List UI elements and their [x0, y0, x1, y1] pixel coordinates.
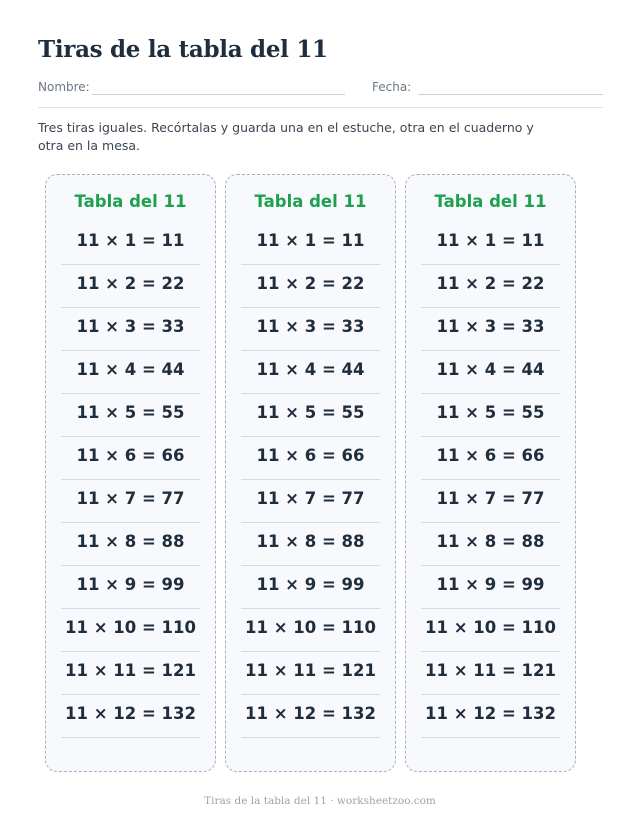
header-divider [38, 107, 603, 108]
strip-title: Tabla del 11 [254, 192, 367, 211]
multiplication-fact: 11 × 9 = 99 [256, 575, 365, 594]
multiplication-fact: 11 × 11 = 121 [245, 661, 376, 680]
multiplication-fact: 11 × 10 = 110 [425, 618, 556, 637]
table-row [61, 222, 200, 265]
table-row [421, 609, 560, 652]
table-row [421, 652, 560, 695]
table-strip [405, 174, 576, 772]
multiplication-fact: 11 × 5 = 55 [256, 403, 365, 422]
name-field[interactable] [92, 94, 345, 95]
multiplication-fact: 11 × 4 = 44 [256, 360, 365, 379]
multiplication-fact: 11 × 7 = 77 [256, 489, 365, 508]
multiplication-fact: 11 × 11 = 121 [65, 661, 196, 680]
table-row [241, 609, 380, 652]
table-row [241, 523, 380, 566]
date-label: Fecha: [372, 80, 412, 94]
multiplication-fact: 11 × 11 = 121 [425, 661, 556, 680]
table-row [421, 566, 560, 609]
table-row [61, 695, 200, 738]
table-row [61, 609, 200, 652]
table-row [61, 566, 200, 609]
multiplication-fact: 11 × 12 = 132 [425, 704, 556, 723]
date-field[interactable] [418, 94, 603, 95]
multiplication-fact: 11 × 5 = 55 [76, 403, 185, 422]
multiplication-fact: 11 × 3 = 33 [436, 317, 545, 336]
table-row [421, 523, 560, 566]
table-row [421, 695, 560, 738]
table-row [241, 222, 380, 265]
multiplication-fact: 11 × 1 = 11 [436, 231, 545, 250]
multiplication-fact: 11 × 9 = 99 [76, 575, 185, 594]
table-row [61, 480, 200, 523]
page-title: Tiras de la tabla del 11 [38, 36, 328, 63]
table-row [61, 437, 200, 480]
multiplication-fact: 11 × 4 = 44 [436, 360, 545, 379]
table-row [241, 695, 380, 738]
multiplication-fact: 11 × 4 = 44 [76, 360, 185, 379]
table-row [61, 652, 200, 695]
multiplication-fact: 11 × 8 = 88 [436, 532, 545, 551]
name-label: Nombre: [38, 80, 90, 94]
table-row [241, 351, 380, 394]
multiplication-fact: 11 × 1 = 11 [256, 231, 365, 250]
table-row [421, 265, 560, 308]
table-row [61, 394, 200, 437]
multiplication-fact: 11 × 3 = 33 [76, 317, 185, 336]
instructions-text: Tres tiras iguales. Recórtalas y guarda una en el estuche, otra en el cuaderno y otra en la mesa. [38, 120, 534, 153]
table-row [61, 523, 200, 566]
multiplication-fact: 11 × 7 = 77 [76, 489, 185, 508]
multiplication-fact: 11 × 2 = 22 [436, 274, 545, 293]
multiplication-fact: 11 × 8 = 88 [256, 532, 365, 551]
multiplication-fact: 11 × 8 = 88 [76, 532, 185, 551]
table-row [61, 351, 200, 394]
table-row [241, 394, 380, 437]
table-row [241, 480, 380, 523]
table-row [241, 308, 380, 351]
table-row [241, 437, 380, 480]
multiplication-fact: 11 × 12 = 132 [65, 704, 196, 723]
strip-title: Tabla del 11 [74, 192, 187, 211]
table-row [421, 222, 560, 265]
table-row [421, 308, 560, 351]
multiplication-fact: 11 × 9 = 99 [436, 575, 545, 594]
table-row [61, 265, 200, 308]
multiplication-fact: 11 × 6 = 66 [76, 446, 185, 465]
multiplication-fact: 11 × 7 = 77 [436, 489, 545, 508]
page-footer: Tiras de la tabla del 11 · worksheetzoo.com [204, 795, 436, 807]
multiplication-fact: 11 × 3 = 33 [256, 317, 365, 336]
table-strip [225, 174, 396, 772]
multiplication-fact: 11 × 6 = 66 [436, 446, 545, 465]
multiplication-fact: 11 × 2 = 22 [76, 274, 185, 293]
multiplication-fact: 11 × 10 = 110 [65, 618, 196, 637]
multiplication-fact: 11 × 6 = 66 [256, 446, 365, 465]
multiplication-fact: 11 × 10 = 110 [245, 618, 376, 637]
table-row [241, 652, 380, 695]
table-row [421, 394, 560, 437]
strip-title: Tabla del 11 [434, 192, 547, 211]
table-strip [45, 174, 216, 772]
multiplication-fact: 11 × 5 = 55 [436, 403, 545, 422]
multiplication-fact: 11 × 12 = 132 [245, 704, 376, 723]
strips-container [45, 174, 578, 774]
multiplication-fact: 11 × 1 = 11 [76, 231, 185, 250]
table-row [421, 351, 560, 394]
table-row [61, 308, 200, 351]
table-row [421, 480, 560, 523]
multiplication-fact: 11 × 2 = 22 [256, 274, 365, 293]
table-row [241, 265, 380, 308]
table-row [421, 437, 560, 480]
table-row [241, 566, 380, 609]
